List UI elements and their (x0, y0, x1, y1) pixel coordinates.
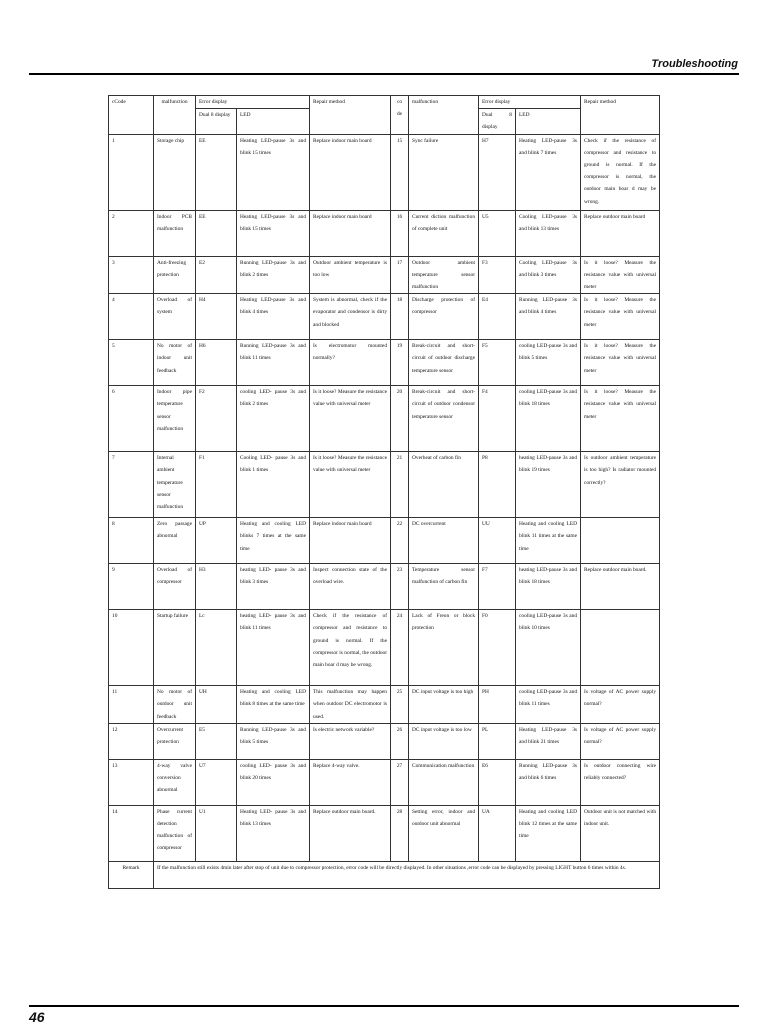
table-row (109, 518, 660, 564)
repair-cell-right: Is voltage of AC power supply normal? (581, 686, 660, 724)
header-error-display: Error display (196, 96, 310, 109)
repair-cell-right: Is it loose? Measure the resistance value with universal meter (581, 256, 660, 294)
code-cell: 7 (109, 452, 154, 518)
dual8-cell-right: H7 (479, 134, 516, 210)
table-row (109, 386, 660, 452)
repair-cell-right (581, 518, 660, 564)
repair-cell-right: Is it loose? Measure the resistance value with universal meter (581, 294, 660, 340)
header-malfunction: malfunction (154, 96, 196, 135)
code-cell-right: 27 (391, 759, 409, 805)
repair-cell: Is it loose? Measure the resistance value with universal meter (310, 452, 391, 518)
header-rule (29, 73, 739, 75)
header-error-display-right: Error display (479, 96, 581, 109)
malfunction-cell-right: Setting error, indoor and outdoor unit abnormal (409, 805, 479, 861)
header-led-right: LED (516, 109, 581, 134)
header-dual8-right: Dual 8 display (479, 109, 516, 134)
led-cell: Heating LED-pause 3s and blink 4 times (237, 294, 310, 340)
dual8-cell: H3 (196, 564, 237, 610)
led-cell-right: Running LED-pause 3s and blink 6 times (516, 759, 581, 805)
header-led: LED (237, 109, 310, 134)
dual8-cell: U7 (196, 759, 237, 805)
led-cell: heating LED- pause 3s and blink 3 times (237, 564, 310, 610)
code-cell: 14 (109, 805, 154, 861)
malfunction-cell-right: Break-circuit and short-circuit of outdoor condensor temperature sensor (409, 386, 479, 452)
code-cell: 4 (109, 294, 154, 340)
dual8-cell: F2 (196, 386, 237, 452)
dual8-cell-right: F4 (479, 386, 516, 452)
code-cell: 13 (109, 759, 154, 805)
dual8-cell: U1 (196, 805, 237, 861)
footer-rule (29, 1005, 739, 1007)
led-cell: Running LED-pause 3s and blink 5 times (237, 723, 310, 759)
code-cell-right: 25 (391, 686, 409, 724)
repair-cell: Is it loose? Measure the resistance value with universal meter (310, 386, 391, 452)
malfunction-cell: Storage chip (154, 134, 196, 210)
led-cell-right: cooling LED-pause 3s and blink 5 times (516, 340, 581, 386)
code-cell-right: 24 (391, 610, 409, 686)
dual8-cell: F1 (196, 452, 237, 518)
led-cell: Running LED-pause 3s and blink 11 times (237, 340, 310, 386)
malfunction-cell: Overload of compressor (154, 564, 196, 610)
led-cell-right: heating LED-pause 3s and blink 19 times (516, 452, 581, 518)
repair-cell: Replace indoor main board (310, 210, 391, 256)
repair-cell-right: Replace outdoor main board (581, 210, 660, 256)
led-cell-right: cooling LED-pause 3s and blink 18 times (516, 386, 581, 452)
malfunction-cell-right: DC input voltage is too low (409, 723, 479, 759)
repair-cell: This malfunction may happen when outdoor DC electromotor is used. (310, 686, 391, 724)
repair-cell: Is electric network variable? (310, 723, 391, 759)
malfunction-cell: 4-way valve conversion abnormal (154, 759, 196, 805)
led-cell-right: Heating LED-pause 3s and blink 21 times (516, 723, 581, 759)
repair-cell: Replace outdoor main board. (310, 805, 391, 861)
led-cell: Heating LED-pause 3s and blink 15 times (237, 134, 310, 210)
table-row (109, 759, 660, 805)
malfunction-cell: Indoor PCB malfunction (154, 210, 196, 256)
remark-label: Remark (109, 861, 154, 888)
dual8-cell: UH (196, 686, 237, 724)
led-cell-right: Heating and cooling LED blink 11 times at the same time (516, 518, 581, 564)
header-dual8: Dual 8 display (196, 109, 237, 134)
code-cell: 6 (109, 386, 154, 452)
dual8-cell-right: E4 (479, 294, 516, 340)
repair-cell: Outdoor ambient temperature is too low (310, 256, 391, 294)
led-cell-right: Heating LED-pause 3s and blink 7 times (516, 134, 581, 210)
table-row (109, 723, 660, 759)
table-row (109, 210, 660, 256)
led-cell: cooling LED- pause 3s and blink 2 times (237, 386, 310, 452)
led-cell: Heating LED-pause 3s and blink 15 times (237, 210, 310, 256)
repair-cell-right: Outdoor unit is not matched with indoor unit. (581, 805, 660, 861)
header-repair-method-right: Repair method (581, 96, 660, 135)
led-cell-right: Running LED-pause 3s and blink 4 times (516, 294, 581, 340)
dual8-cell-right: P8 (479, 452, 516, 518)
malfunction-cell-right: Outdoor ambient temperature sensor malfunction (409, 256, 479, 294)
header-code: cCode (109, 96, 154, 135)
malfunction-cell: Anti-freezing protection (154, 256, 196, 294)
code-cell: 1 (109, 134, 154, 210)
dual8-cell-right: PH (479, 686, 516, 724)
led-cell-right: cooling LED-pause 3s and blink 10 times (516, 610, 581, 686)
header-malfunction-right: malfunction (409, 96, 479, 135)
led-cell-right: cooling LED-pause 3s and blink 11 times (516, 686, 581, 724)
header-code-right: co de (391, 96, 409, 135)
dual8-cell: H6 (196, 340, 237, 386)
code-cell: 8 (109, 518, 154, 564)
error-code-table (108, 95, 660, 889)
malfunction-cell: Indoor pipe temperature sensor malfunction (154, 386, 196, 452)
dual8-cell: UP (196, 518, 237, 564)
malfunction-cell-right: Discharge protection of compressor (409, 294, 479, 340)
dual8-cell: EE (196, 210, 237, 256)
repair-cell: System is abnormal, check if the evaporator and condensor is dirty and blocked (310, 294, 391, 340)
led-cell-right: heating LED-pause 3s and blink 18 times (516, 564, 581, 610)
dual8-cell-right: UU (479, 518, 516, 564)
dual8-cell-right: F7 (479, 564, 516, 610)
table-row (109, 686, 660, 724)
code-cell: 9 (109, 564, 154, 610)
repair-cell: Replace indoor main board (310, 134, 391, 210)
repair-cell-right: Is outdoor connecting wire reliably connected? (581, 759, 660, 805)
code-cell: 5 (109, 340, 154, 386)
malfunction-cell: Zero passage abnormal (154, 518, 196, 564)
dual8-cell-right: F0 (479, 610, 516, 686)
header-row (109, 96, 660, 109)
dual8-cell-right: F3 (479, 256, 516, 294)
dual8-cell-right: UA (479, 805, 516, 861)
malfunction-cell-right: Sync failure (409, 134, 479, 210)
malfunction-cell-right: Lack of Freon or block protection (409, 610, 479, 686)
remark-text: If the malfunction still exists 4min later after stop of unit due to compressor protection, error code will be directly displayed. In other situations ,error code can be displayed by pressing LIGHT button 6 times within 4s. (154, 861, 660, 888)
malfunction-cell-right: Communication malfunction (409, 759, 479, 805)
repair-cell: Inspect connection state of the overload wire. (310, 564, 391, 610)
table-row (109, 294, 660, 340)
code-cell-right: 28 (391, 805, 409, 861)
malfunction-cell: Overcurrent protection (154, 723, 196, 759)
repair-cell: Replace indoor main board (310, 518, 391, 564)
dual8-cell: EE (196, 134, 237, 210)
header-repair-method: Repair method (310, 96, 391, 135)
table-row (109, 564, 660, 610)
repair-cell-right: Is outdoor ambient temperature is too high? Is radiator mounted correctly? (581, 452, 660, 518)
led-cell: Running LED-pause 3s and blink 2 times (237, 256, 310, 294)
malfunction-cell-right: Current diction malfunction of complete unit (409, 210, 479, 256)
led-cell-right: Heating and cooling LED blink 12 times at the same time (516, 805, 581, 861)
dual8-cell: E5 (196, 723, 237, 759)
repair-cell-right: Check if the resistance of compressor and resistance to ground is normal. If the compressor is normal, the outdoor main boar d may be wrong. (581, 134, 660, 210)
dual8-cell-right: E6 (479, 759, 516, 805)
code-cell: 11 (109, 686, 154, 724)
code-cell-right: 18 (391, 294, 409, 340)
dual8-cell: Lc (196, 610, 237, 686)
malfunction-cell: Internal ambient temperature sensor malfunction (154, 452, 196, 518)
malfunction-cell-right: Temperature sensor malfunction of carbon fin (409, 564, 479, 610)
page-number: 46 (29, 1009, 45, 1025)
led-cell: Heating and cooling LED blink 8 times at the same time (237, 686, 310, 724)
code-cell-right: 17 (391, 256, 409, 294)
malfunction-cell: Overload of system (154, 294, 196, 340)
table-row (109, 340, 660, 386)
code-cell: 10 (109, 610, 154, 686)
led-cell: Cooling LED- pause 3s and blink 1 times (237, 452, 310, 518)
dual8-cell: H4 (196, 294, 237, 340)
repair-cell: Check if the resistance of compressor and resistance to ground is normal. If the compressor is normal, the outdoor main boar d may be wrong. (310, 610, 391, 686)
led-cell-right: Cooling LED-pause 3s and blink 3 times (516, 256, 581, 294)
repair-cell-right: Is it loose? Measure the resistance value with universal meter (581, 386, 660, 452)
code-cell: 12 (109, 723, 154, 759)
led-cell: heating LED- pause 3s and blink 11 times (237, 610, 310, 686)
dual8-cell-right: PL (479, 723, 516, 759)
repair-cell: Is electromotor mounted normally? (310, 340, 391, 386)
repair-cell-right: Is voltage of AC power supply normal? (581, 723, 660, 759)
table-row (109, 134, 660, 210)
led-cell: cooling LED- pause 3s and blink 20 times (237, 759, 310, 805)
malfunction-cell-right: Break-circuit and short-circuit of outdoor discharge temperature sensor (409, 340, 479, 386)
table-row (109, 610, 660, 686)
repair-cell-right (581, 610, 660, 686)
table-row (109, 256, 660, 294)
code-cell: 3 (109, 256, 154, 294)
repair-cell: Replace 4-way valve. (310, 759, 391, 805)
malfunction-cell-right: DC overcurrent (409, 518, 479, 564)
led-cell: Heating LED- pause 3s and blink 13 times (237, 805, 310, 861)
code-cell-right: 19 (391, 340, 409, 386)
repair-cell-right: Is it loose? Measure the resistance value with universal meter (581, 340, 660, 386)
malfunction-cell: Phase current detection malfunction of compressor (154, 805, 196, 861)
dual8-cell: E2 (196, 256, 237, 294)
code-cell-right: 22 (391, 518, 409, 564)
led-cell-right: Cooling LED-pause 3s and blink 13 times (516, 210, 581, 256)
malfunction-cell-right: Overheat of carbon fin (409, 452, 479, 518)
code-cell-right: 26 (391, 723, 409, 759)
section-title: Troubleshooting (651, 58, 738, 70)
malfunction-cell: No motor of outdoor unit feedback (154, 686, 196, 724)
remark-row (109, 861, 660, 888)
malfunction-cell: No motor of indoor unit feedback (154, 340, 196, 386)
dual8-cell-right: F5 (479, 340, 516, 386)
dual8-cell-right: U5 (479, 210, 516, 256)
code-cell-right: 21 (391, 452, 409, 518)
repair-cell-right: Replace outdoor main board. (581, 564, 660, 610)
malfunction-cell: Startup failure (154, 610, 196, 686)
code-cell-right: 20 (391, 386, 409, 452)
table-row (109, 452, 660, 518)
malfunction-cell-right: DC input voltage is too high (409, 686, 479, 724)
code-cell: 2 (109, 210, 154, 256)
code-cell-right: 15 (391, 134, 409, 210)
code-cell-right: 16 (391, 210, 409, 256)
led-cell: Heating and cooling LED blinks 7 times at the same time (237, 518, 310, 564)
table-row (109, 805, 660, 861)
code-cell-right: 23 (391, 564, 409, 610)
